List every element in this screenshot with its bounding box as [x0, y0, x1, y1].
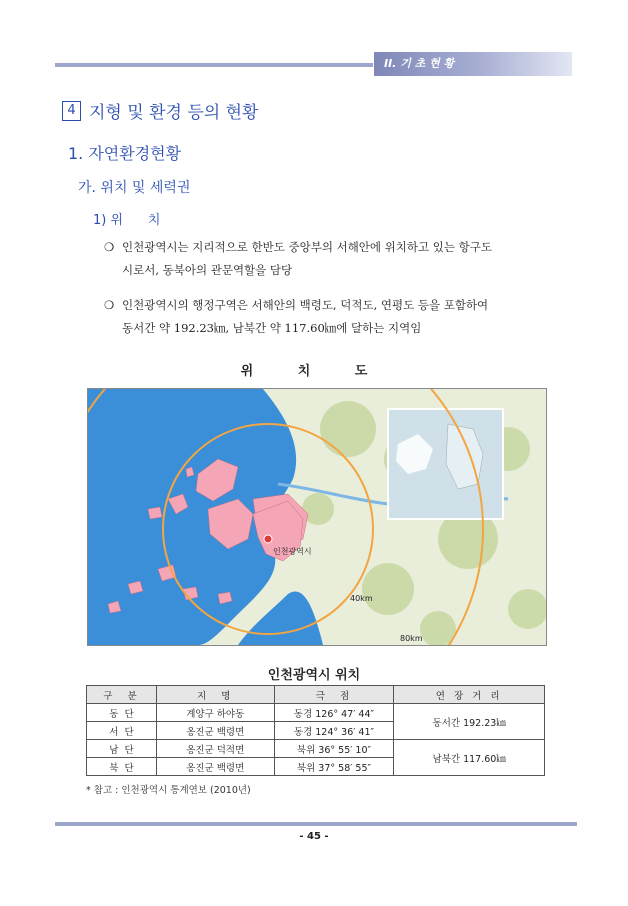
table-row [87, 740, 545, 758]
map-title: 위 치 도 [240, 364, 388, 379]
header-rule [55, 63, 373, 67]
place-cell: 옹진군 덕적면 [156, 740, 274, 758]
header-cell: 극 점 [274, 686, 394, 704]
heading-level-2: 1. 자연환경현황 [68, 144, 182, 163]
heading-level-4: 1) 위 치 [93, 213, 161, 228]
coord-cell: 동경 124° 36′ 41″ [274, 722, 394, 740]
header-cell: 구 분 [87, 686, 157, 704]
table-title: 인천광역시 위치 [267, 668, 361, 683]
coord-cell: 북위 37° 58′ 55″ [274, 758, 394, 776]
direction-cell: 동 단 [87, 704, 157, 722]
direction-cell: 서 단 [87, 722, 157, 740]
bullet-icon: ❍ [104, 240, 115, 254]
heading-level-3: 가. 위치 및 세력권 [78, 180, 191, 196]
source-note: * 참고 : 인천광역시 통계연보 (2010년) [86, 785, 251, 796]
bullet-line: 시로서, 동북아의 관문역할을 담당 [122, 263, 293, 277]
direction-cell: 남 단 [87, 740, 157, 758]
place-cell: 옹진군 백령면 [156, 758, 274, 776]
bullet-line: 인천광역시는 지리적으로 한반도 중앙부의 서해안에 위치하고 있는 항구도 [122, 240, 492, 254]
ring-label-40km: 40km [350, 594, 373, 603]
page-number: - 45 - [299, 831, 329, 842]
bullet-icon: ❍ [104, 298, 115, 312]
table-header-row [87, 686, 545, 704]
heading-level-1 [62, 98, 258, 123]
section-tab: II. 기 초 현 황 [374, 52, 572, 76]
bullet-line: 인천광역시의 행정구역은 서해안의 백령도, 덕적도, 연평도 등을 포함하여 [122, 298, 489, 312]
header-cell: 지 명 [156, 686, 274, 704]
heading-number-box: 4 [62, 101, 81, 121]
place-cell: 옹진군 백령면 [156, 722, 274, 740]
footer-rule [55, 822, 577, 826]
center-label: 인천광역시 [273, 547, 312, 556]
heading-level-1-text: 지형 및 환경 등의 현황 [89, 103, 259, 123]
header-cell: 연 장 거 리 [394, 686, 545, 704]
bullet-line: 동서간 약 192.23㎞, 남북간 약 117.60㎞에 달하는 지역임 [122, 321, 422, 335]
distance-cell: 동서간 192.23㎞ [394, 704, 545, 740]
map-graphic [88, 389, 546, 645]
location-table [86, 685, 545, 776]
bullet-paragraph-2 [104, 294, 594, 340]
coord-cell: 북위 36° 55′ 10″ [274, 740, 394, 758]
direction-cell: 북 단 [87, 758, 157, 776]
place-cell: 계양구 하야동 [156, 704, 274, 722]
location-map [87, 388, 547, 646]
table-row [87, 704, 545, 722]
bullet-paragraph-1 [104, 236, 594, 282]
incheon-marker-icon [264, 535, 272, 543]
ring-label-80km: 80km [400, 634, 423, 643]
coord-cell: 동경 126° 47′ 44″ [274, 704, 394, 722]
distance-cell: 남북간 117.60㎞ [394, 740, 545, 776]
